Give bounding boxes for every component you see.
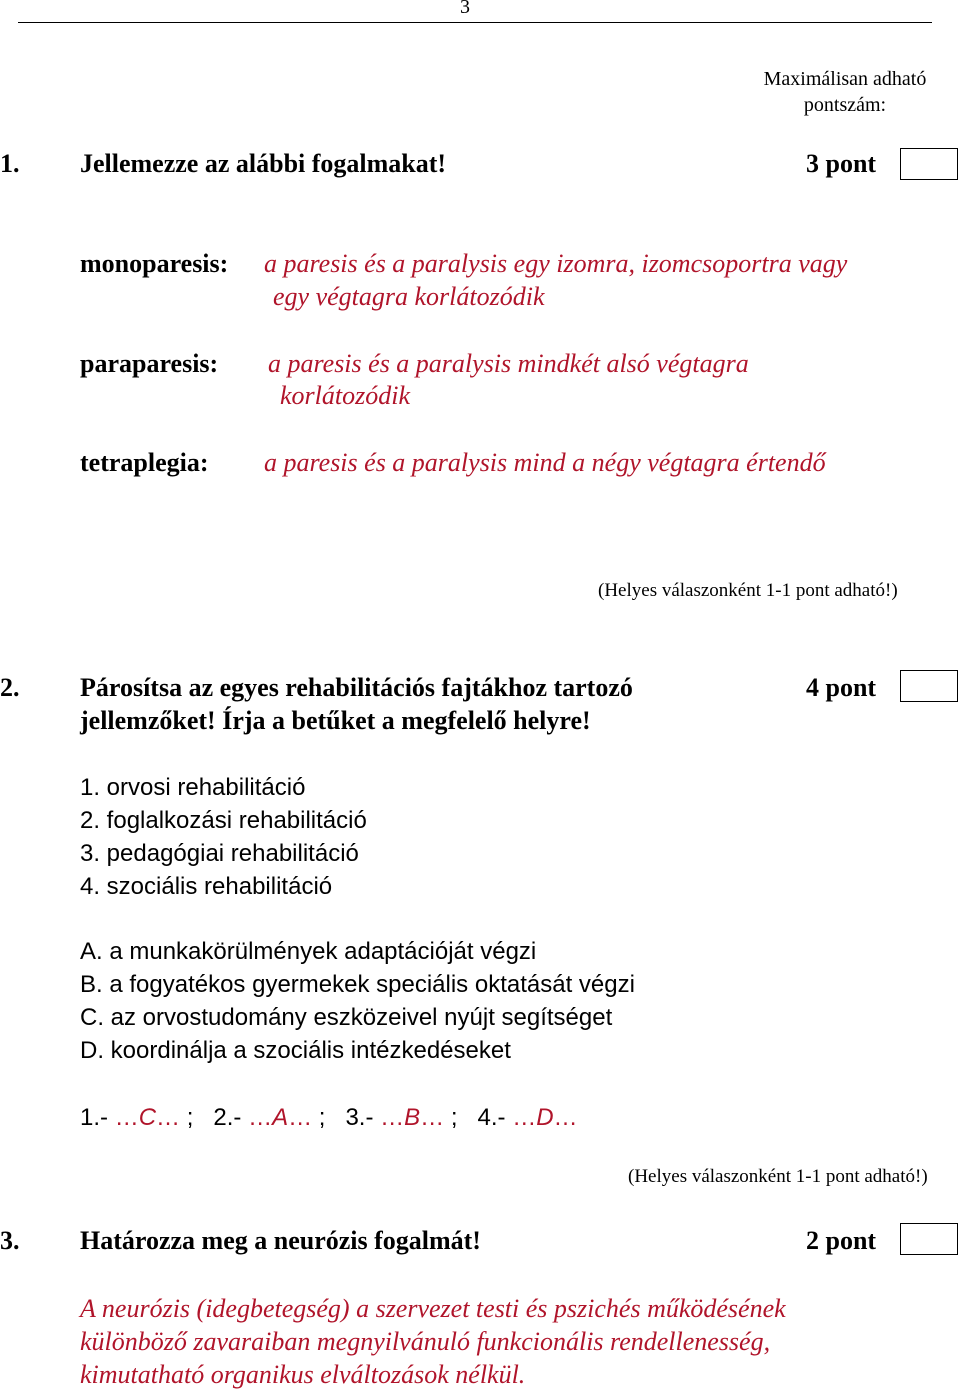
answer-value: D <box>536 1104 554 1131</box>
list-item: 3. pedagógiai rehabilitáció <box>80 840 359 867</box>
list-item: C. az orvostudomány eszközeivel nyújt segítséget <box>80 1004 613 1031</box>
q3-answer <box>80 1292 786 1391</box>
q2-lettered-list <box>80 935 635 1067</box>
answer-value: B <box>404 1104 421 1131</box>
q2-points: 4 pont <box>806 673 877 702</box>
q1-points: 3 pont <box>806 149 877 178</box>
q2-numbered-list <box>80 771 367 903</box>
q3-title: Határozza meg a neurózis fogalmát! <box>80 1226 481 1255</box>
q1-score-box[interactable] <box>900 148 958 180</box>
definition-monoparesis-line1: a paresis és a paralysis egy izomra, izomcsoportra vagy <box>264 249 848 278</box>
list-item: A. a munkakörülmények adaptációját végzi <box>80 938 537 965</box>
answer-suffix: ; <box>318 1104 326 1131</box>
q2-title-line2: jellemzőket! Írja a betűket a megfelelő helyre! <box>80 706 591 735</box>
q1-scoring-note: (Helyes válaszonként 1-1 pont adható!) <box>598 580 898 601</box>
q3-answer-line1: A neurózis (idegbetegség) a szervezet testi és pszichés működésének <box>80 1294 786 1323</box>
list-item: 2. foglalkozási rehabilitáció <box>80 807 367 834</box>
q2-scoring-note: (Helyes válaszonként 1-1 pont adható!) <box>628 1166 928 1187</box>
definition-paraparesis-line1: a paresis és a paralysis mindkét alsó végtagra <box>268 349 749 378</box>
term-tetraplegia: tetraplegia: <box>80 448 209 477</box>
q3-points: 2 pont <box>806 1226 877 1255</box>
q2-title-line1: Párosítsa az egyes rehabilitációs fajtákhoz tartozó <box>80 673 633 702</box>
q3-answer-line2: különböző zavaraiban megnyilvánuló funkcionális rendellenesség, <box>80 1327 771 1356</box>
page-number: 3 <box>460 0 470 18</box>
list-item: 4. szociális rehabilitáció <box>80 873 333 900</box>
list-item: 1. orvosi rehabilitáció <box>80 774 306 801</box>
list-item: B. a fogyatékos gyermekek speciális oktatását végzi <box>80 971 635 998</box>
definition-paraparesis-line2: korlátozódik <box>280 381 410 410</box>
q2-score-box[interactable] <box>900 670 958 702</box>
term-paraparesis: paraparesis: <box>80 349 219 378</box>
q3-answer-line3: kimutatható organikus elváltozások nélkül. <box>80 1360 526 1389</box>
max-points-label-line2: pontszám: <box>803 94 887 116</box>
answer-value: A <box>272 1104 289 1131</box>
definition-tetraplegia-line1: a paresis és a paralysis mind a négy végtagra értendő <box>264 448 826 477</box>
q3-score-box[interactable] <box>900 1223 958 1255</box>
q2-answer-line: 1.- …C… ; 2.- …A… ; 3.- …B… ; 4.- …D… <box>80 1104 578 1131</box>
q3-number: 3. <box>0 1226 20 1255</box>
answer-prefix: 2.- <box>213 1104 242 1131</box>
answer-suffix: ; <box>186 1104 194 1131</box>
q2-number: 2. <box>0 673 20 702</box>
q1-number: 1. <box>0 149 20 178</box>
definition-monoparesis-line2: egy végtagra korlátozódik <box>273 282 545 311</box>
max-points-label <box>700 66 960 118</box>
list-item: D. koordinálja a szociális intézkedéseket <box>80 1037 511 1064</box>
q1-title: Jellemezze az alábbi fogalmakat! <box>80 149 447 178</box>
term-monoparesis: monoparesis: <box>80 249 229 278</box>
answer-prefix: 4.- <box>477 1104 506 1131</box>
answer-suffix: ; <box>450 1104 458 1131</box>
answer-value: C <box>138 1104 157 1131</box>
max-points-label-line1: Maximálisan adható <box>763 68 927 90</box>
answer-prefix: 1.- <box>80 1104 109 1131</box>
header-rule <box>18 22 932 23</box>
answer-prefix: 3.- <box>345 1104 374 1131</box>
